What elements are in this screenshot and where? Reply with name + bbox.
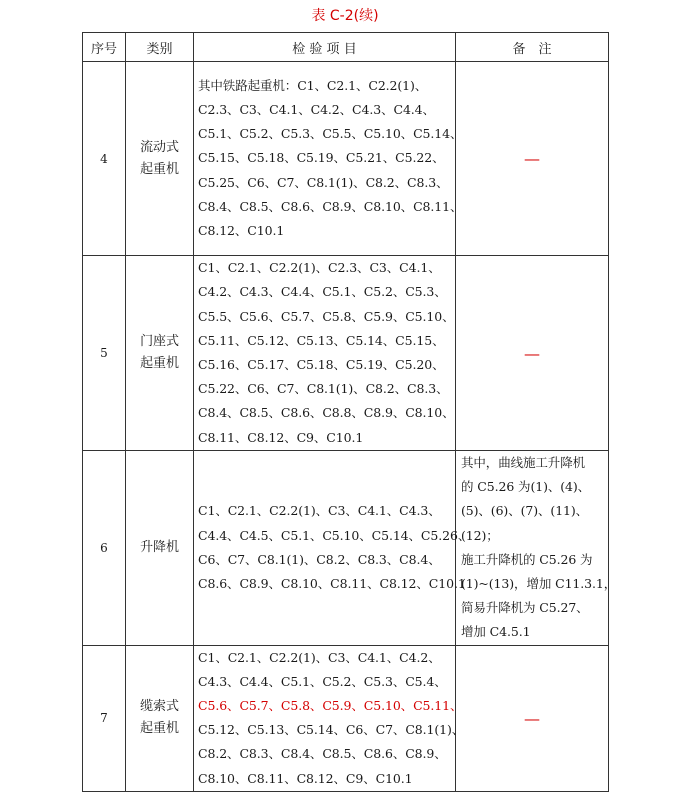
row-number: 7 [83,645,126,791]
row-note: — [456,645,609,791]
table-row [83,256,609,451]
header-row [83,33,609,62]
header-note: 备 注 [456,33,609,62]
row-number: 5 [83,256,126,451]
row-category: 升降机 [126,451,194,646]
table-row [83,451,609,646]
row-items: C1、C2.1、C2.2(1)、C3、C4.1、C4.2、 C4.3、C4.4、C5.1、C5.2、C5.3、C5.4、 C5.6、C5.7、C5.8、C5.9、C5.10、C5.11、 C5.12、C5.13、C5.14、C6、C7、C8.1(1)、 C8.2、C8.3、C8.4、C8.5、C8.6、C8.9、 C8.10、C8.11、C8.12、C9、C10.1 [194,645,456,791]
header-items: 检 验 项 目 [194,33,456,62]
row-category: 门座式 起重机 [126,256,194,451]
table-row [83,62,609,256]
row-items: C1、C2.1、C2.2(1)、C2.3、C3、C4.1、 C4.2、C4.3、C4.4、C5.1、C5.2、C5.3、 C5.5、C5.6、C5.7、C5.8、C5.9、C5.10、 C5.11、C5.12、C5.13、C5.14、C5.15、 C5.16、C5.17、C5.18、C5.19、C5.20、 C5.22、C6、C7、C8.1(1)、C8.2、C8.3、 C8.4、C8.5、C8.6、C8.8、C8.9、C8.10、 C8.11、C8.12、C9、C10.1 [194,256,456,451]
row-note: — [456,256,609,451]
row-items: 其中铁路起重机：C1、C2.1、C2.2(1)、 C2.3、C3、C4.1、C4.2、C4.3、C4.4、 C5.1、C5.2、C5.3、C5.5、C5.10、C5.14、 C5.15、C5.18、C5.19、C5.21、C5.22、 C5.25、C6、C7、C8.1(1)、C8.2、C8.3、 C8.4、C8.5、C8.6、C8.9、C8.10、C8.11、 C8.12、C10.1 [194,62,456,256]
row-number: 4 [83,62,126,256]
table-row [83,645,609,791]
row-note: — [456,62,609,256]
row-category: 流动式 起重机 [126,62,194,256]
row-note: 其中，曲线施工升降机 的 C5.26 为(1)、(4)、 (5)、(6)、(7)、(11)、 (12)； 施工升降机的 C5.26 为 (1)~(13)，增加 C11.3.1， 简易升降机为 C5.27、 增加 C4.5.1 [456,451,609,646]
row-number: 6 [83,451,126,646]
highlighted-line: C5.6、C5.7、C5.8、C5.9、C5.10、C5.11、 [198,698,463,714]
inspection-table [82,32,617,792]
row-items: C1、C2.1、C2.2(1)、C3、C4.1、C4.3、 C4.4、C4.5、C5.1、C5.10、C5.14、C5.26、 C6、C7、C8.1(1)、C8.2、C8.3、C8.4、 C8.6、C8.9、C8.10、C8.11、C8.12、C10.1 [194,451,456,646]
header-category: 类别 [126,33,194,62]
table-caption: 表 C-2(续) [311,8,379,24]
header-no: 序号 [83,33,126,62]
row-category: 缆索式 起重机 [126,645,194,791]
